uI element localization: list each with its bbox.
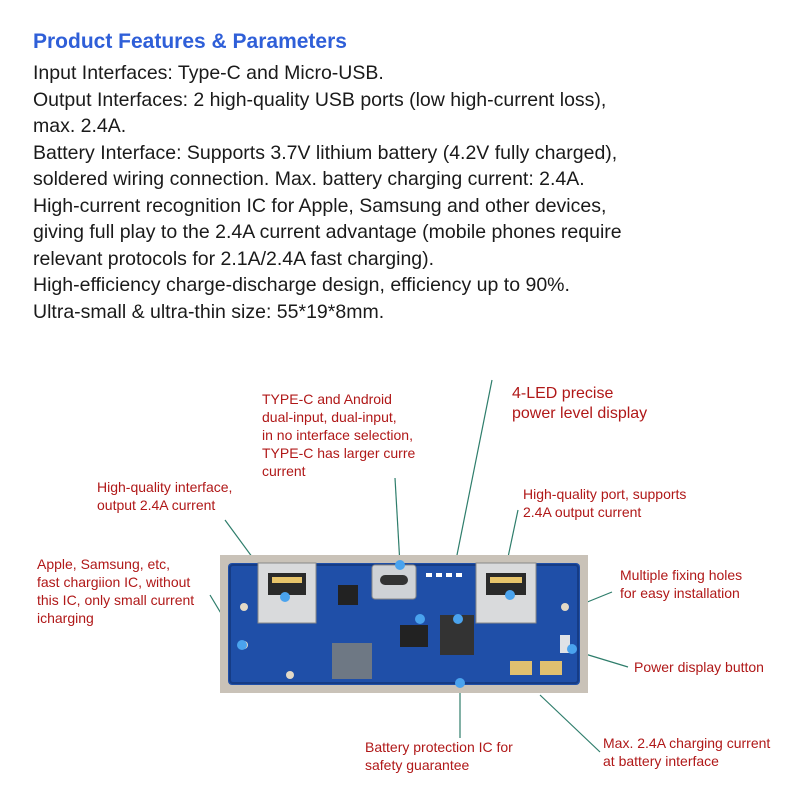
feature-line: max. 2.4A. (33, 115, 127, 137)
feature-line: Battery Interface: Supports 3.7V lithium battery (4.2V fully charged), (33, 141, 618, 164)
callout-led: 4-LED precise power level display (512, 385, 648, 422)
callout-holes: Multiple fixing holes for easy installation (620, 567, 743, 601)
callout-protection: Battery protection IC for safety guarantee (365, 739, 513, 773)
fast-charge-ic (338, 585, 358, 605)
callout-left-port: High-quality interface, output 2.4A current (97, 479, 233, 513)
section-heading: Product Features & Parameters (33, 30, 347, 53)
pcb-board-image (220, 555, 588, 693)
leader-type-c (395, 478, 400, 565)
leader-battery (540, 695, 600, 752)
callout-type-c: TYPE-C and Android dual-input, dual-input, in no interface selection, TYPE-C has larger curre current (262, 391, 416, 479)
feature-line: Ultra-small & ultra-thin size: 55*19*8mm. (33, 300, 385, 323)
feature-line: relevant protocols for 2.1A/2.4A fast charging). (33, 247, 435, 270)
callout-battery: Max. 2.4A charging current at battery interface (603, 735, 771, 769)
feature-line: Output Interfaces: 2 high-quality USB ports (low high-current loss), (33, 88, 607, 111)
feature-line: soldered wiring connection. Max. battery charging current: 2.4A. (33, 168, 585, 190)
leader-led (455, 380, 492, 565)
feature-line: Input Interfaces: Type-C and Micro-USB. (33, 62, 384, 84)
callout-fast-ic: Apple, Samsung, etc, fast chargiion IC, without this IC, only small current icharging (37, 556, 195, 626)
inductor (332, 643, 372, 679)
feature-line: High-current recognition IC for Apple, Samsung and other devices, (33, 194, 607, 217)
feature-line: High-efficiency charge-discharge design, efficiency up to 90%. (33, 274, 570, 296)
protection-ic (400, 625, 428, 647)
callout-right-port: High-quality port, supports 2.4A output current (523, 486, 687, 520)
feature-line: giving full play to the 2.4A current advantage (mobile phones require (33, 221, 622, 243)
callout-button: Power display button (634, 659, 764, 675)
